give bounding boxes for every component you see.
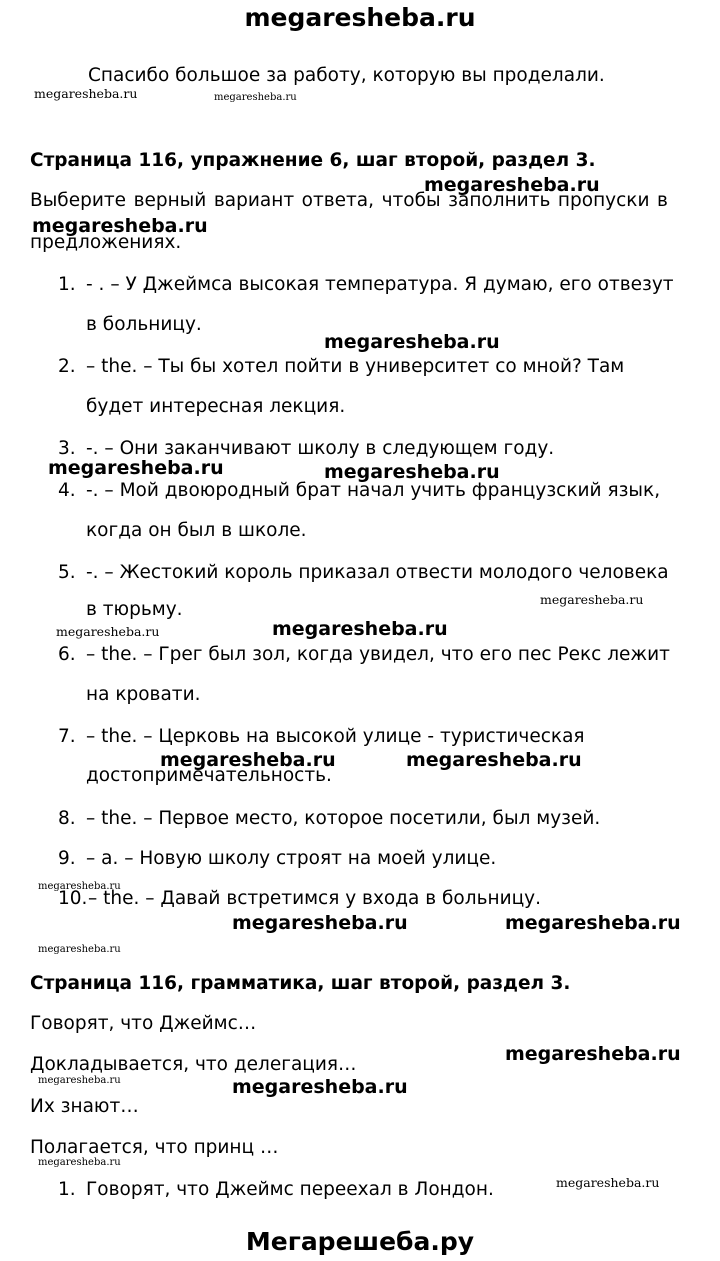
thanks-text: Спасибо большое за работу, которую вы проделали.: [88, 65, 605, 86]
list-item-continuation: в больницу.: [86, 314, 202, 335]
list-item: 2. – the. – Ты бы хотел пойти в университет со мной? Там: [58, 356, 625, 377]
list-item: 3. -. – Они заканчивают школу в следующем году.: [58, 438, 555, 459]
site-header: megaresheba.ru: [244, 3, 476, 32]
watermark: megaresheba.ru: [272, 618, 448, 640]
list-item: 6. – the. – Грег был зол, когда увидел, что его пес Рекс лежит: [58, 644, 670, 665]
watermark: megaresheba.ru: [324, 461, 500, 483]
list-item-continuation: когда он был в школе.: [86, 520, 307, 541]
watermark: megaresheba.ru: [160, 749, 336, 771]
list-item: 5. -. – Жестокий король приказал отвести молодого человека: [58, 562, 669, 583]
list-item: 4. -. – Мой двоюродный брат начал учить французский язык,: [58, 480, 661, 501]
watermark: megaresheba.ru: [505, 912, 681, 934]
site-footer: Мегарешеба.ру: [245, 1227, 475, 1256]
instruction-line-2: предложениях.: [30, 232, 182, 253]
list-item: 10.– the. – Давай встретимся у входа в больницу.: [58, 888, 542, 909]
watermark: megaresheba.ru: [32, 215, 208, 237]
watermark: megaresheba.ru: [38, 1157, 121, 1168]
list-item: 7. – the. – Церковь на высокой улице - туристическая: [58, 726, 585, 747]
watermark: megaresheba.ru: [48, 457, 224, 479]
watermark: megaresheba.ru: [56, 624, 160, 639]
grammar-line: Докладывается, что делегация…: [30, 1054, 357, 1075]
watermark: megaresheba.ru: [406, 749, 582, 771]
list-item-continuation: достопримечательность.: [86, 765, 332, 786]
list-item: 1. - . – У Джеймса высокая температура. Я думаю, его отвезут: [58, 274, 674, 295]
watermark: megaresheba.ru: [505, 1043, 681, 1065]
list-item-continuation: в тюрьму.: [86, 599, 183, 620]
section2-heading: Страница 116, грамматика, шаг второй, раздел 3.: [30, 973, 571, 994]
list-item: 8. – the. – Первое место, которое посетили, был музей.: [58, 808, 601, 829]
list-item-continuation: будет интересная лекция.: [86, 396, 346, 417]
list-item: 1. Говорят, что Джеймс переехал в Лондон.: [58, 1179, 494, 1200]
watermark: megaresheba.ru: [540, 592, 644, 607]
watermark: megaresheba.ru: [232, 1076, 408, 1098]
grammar-line: Их знают…: [30, 1096, 139, 1117]
watermark: megaresheba.ru: [556, 1175, 660, 1190]
watermark: megaresheba.ru: [232, 912, 408, 934]
list-item: 9. – a. – Новую школу строят на моей улице.: [58, 848, 497, 869]
grammar-line: Полагается, что принц …: [30, 1137, 279, 1158]
section1-heading: Страница 116, упражнение 6, шаг второй, раздел 3.: [30, 150, 596, 171]
list-item-continuation: на кровати.: [86, 684, 201, 705]
watermark: megaresheba.ru: [38, 944, 121, 955]
watermark: megaresheba.ru: [424, 174, 600, 196]
instruction-line-1: Выберите верный вариант ответа, чтобы заполнить пропуски в: [30, 190, 668, 211]
watermark: megaresheba.ru: [214, 92, 297, 103]
grammar-line: Говорят, что Джеймс…: [30, 1013, 257, 1034]
watermark: megaresheba.ru: [38, 881, 121, 892]
watermark: megaresheba.ru: [34, 86, 138, 101]
watermark: megaresheba.ru: [324, 331, 500, 353]
watermark: megaresheba.ru: [38, 1075, 121, 1086]
